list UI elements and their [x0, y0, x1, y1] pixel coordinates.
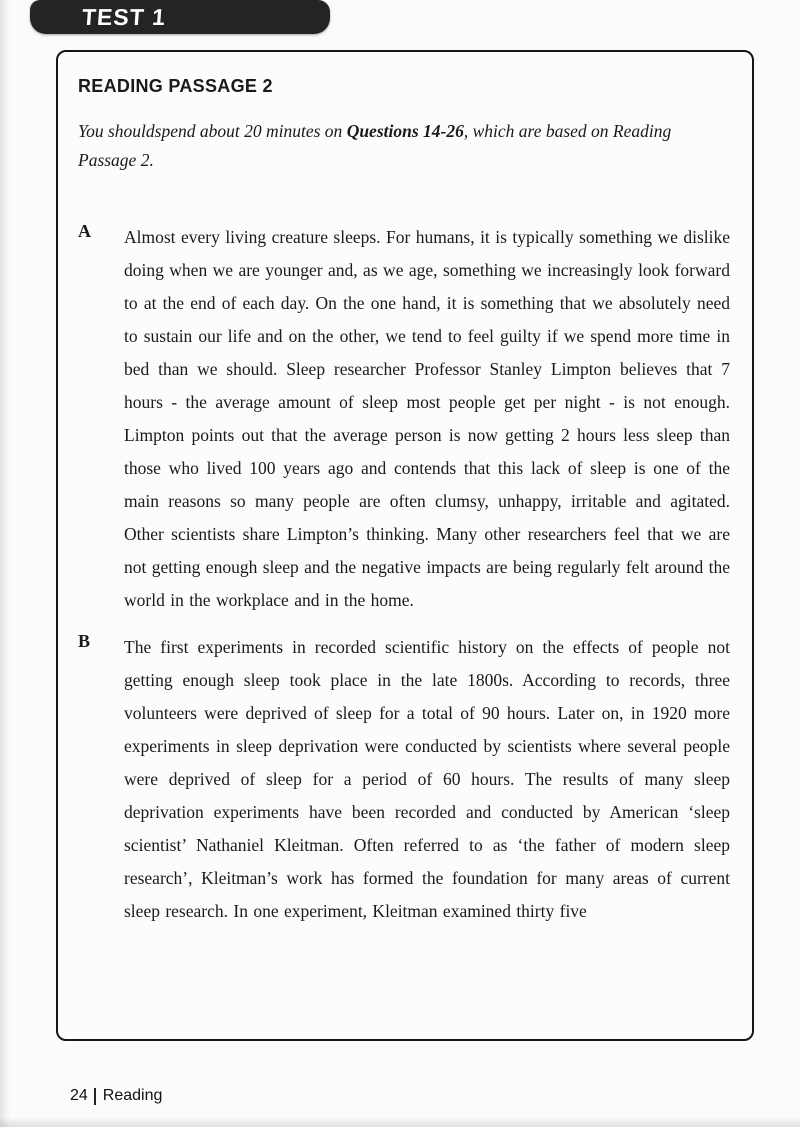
instruction-prefix: You shouldspend about 20 minutes on [78, 121, 347, 141]
test-banner [30, 0, 330, 34]
test-banner-label: TEST 1 [81, 3, 167, 30]
instruction-suffix: , which are based on Reading Passage 2. [78, 121, 672, 170]
paragraph-text: The first experiments in recorded scientific history on the effects of people not getting enough sleep took place in the late 1800s. According to records, three volunteers were deprived of sleep for a total of 90 hours. Later on, in 1920 more experiments in sleep deprivation were conducted by scientists where several people were deprived of sleep for a period of 60 hours. The results of many sleep deprivation experiments have been recorded and conducted by American ‘sleep scientist’ Nathaniel Kleitman. Often referred to as ‘the father of modern sleep research’, Kleitman’s work has formed the foundation for many areas of current sleep research. In one experiment, Kleitman examined thirty five [124, 637, 730, 921]
passage-box [56, 50, 754, 1041]
page-number: 24 [70, 1087, 88, 1104]
paragraph-label: A [78, 221, 91, 241]
footer-divider [94, 1088, 96, 1105]
paragraph-label: B [78, 631, 91, 651]
passage-instruction [78, 117, 718, 175]
footer-section-label: Reading [102, 1087, 163, 1104]
passage-paragraph-a [78, 221, 730, 617]
page-footer [70, 1087, 162, 1105]
passage-title: READING PASSAGE 2 [78, 76, 273, 96]
instruction-question-range: Questions 14-26 [346, 121, 464, 141]
paragraph-text: Almost every living creature sleeps. For humans, it is typically something we dislike doing when we are younger and, as we age, something we increasingly look forward to at the end of each day. On the one hand, it is something that we absolutely need to sustain our life and on the other, we tend to feel guilty if we spend more time in bed than we should. Sleep researcher Professor Stanley Limpton believes that 7 hours - the average amount of sleep most people get per night - is not enough. Limpton points out that the average person is now getting 2 hours less sleep than those who lived 100 years ago and contends that this lack of sleep is one of the main reasons so many people are often clumsy, unhappy, irritable and agitated. Other scientists share Limpton’s thinking. Many other researchers feel that we are not getting enough sleep and the negative impacts are being regularly felt around the world in the workplace and in the home. [124, 227, 730, 610]
passage-paragraph-b [78, 631, 730, 928]
